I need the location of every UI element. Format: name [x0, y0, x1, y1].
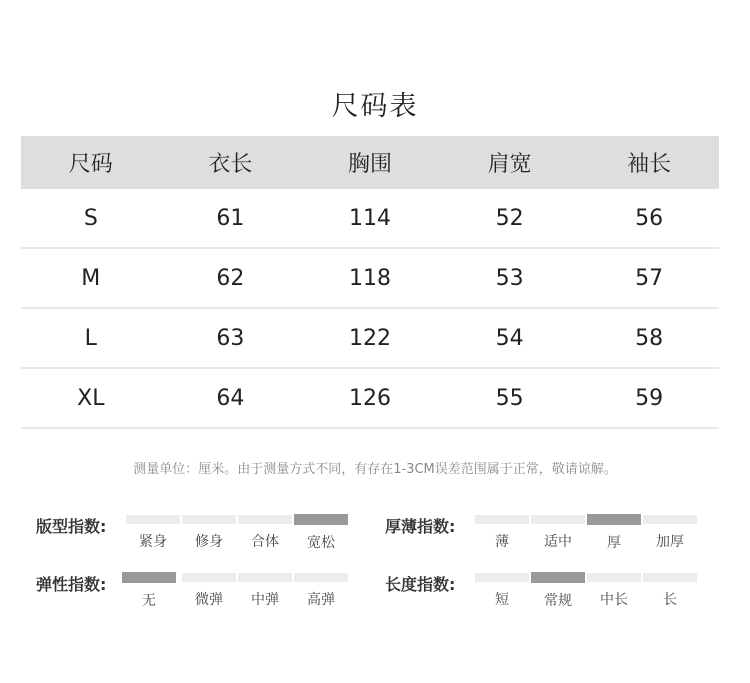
fit-option-label: 紧身 — [139, 534, 167, 550]
thickness-index-label: 厚薄指数: — [385, 517, 456, 536]
length-option — [475, 573, 529, 609]
cell-length: 63 — [216, 325, 245, 351]
fit-option — [294, 515, 348, 552]
cell-shoulder: 52 — [495, 205, 524, 231]
thickness-option-bar — [475, 515, 529, 524]
elasticity-option-bar — [182, 573, 236, 582]
length-index-label: 长度指数: — [385, 575, 456, 594]
length-option-bar — [587, 573, 641, 582]
size-table — [21, 136, 719, 429]
fit-option-bar — [126, 515, 180, 524]
cell-shoulder: 55 — [495, 385, 524, 411]
elasticity-option-bar — [238, 573, 292, 582]
table-row — [21, 189, 719, 249]
elasticity-option-label: 中弹 — [251, 592, 279, 608]
elasticity-option — [182, 573, 236, 609]
length-option — [531, 573, 585, 610]
thickness-option-label: 厚 — [607, 535, 621, 551]
fit-option-label: 合体 — [251, 534, 279, 550]
thickness-option — [531, 515, 585, 551]
header-shoulder: 肩宽 — [487, 152, 532, 177]
length-option-label: 常规 — [544, 593, 572, 609]
fit-index-label: 版型指数: — [36, 517, 107, 536]
cell-shoulder: 54 — [495, 325, 524, 351]
table-row — [21, 369, 719, 429]
header-size: 尺码 — [68, 152, 113, 177]
elasticity-option-label: 微弹 — [195, 592, 223, 608]
cell-size: XL — [77, 385, 105, 411]
cell-length: 61 — [216, 205, 245, 231]
fit-option — [126, 515, 180, 551]
header-length: 衣长 — [208, 152, 253, 177]
fit-option — [238, 515, 292, 551]
cell-size: S — [83, 205, 98, 231]
header-chest: 胸围 — [347, 152, 392, 177]
thickness-option — [587, 515, 641, 552]
length-option — [643, 573, 697, 609]
thickness-option-bar — [643, 515, 697, 524]
table-row — [21, 249, 719, 309]
cell-sleeve: 56 — [635, 205, 664, 231]
elasticity-option-label: 无 — [142, 593, 156, 609]
cell-size: L — [84, 325, 97, 351]
fit-option-label: 宽松 — [307, 535, 335, 551]
fit-option-bar — [182, 515, 236, 524]
elasticity-option-bar — [294, 573, 348, 582]
fit-option — [182, 515, 236, 551]
elasticity-option — [238, 573, 292, 609]
fit-option-bar — [238, 515, 292, 524]
measurement-note: 测量单位：厘米。由于测量方式不同，有存在1-3CM误差范围属于正常，敬请谅解。 — [133, 462, 617, 477]
table-header — [21, 136, 719, 189]
cell-size: M — [81, 265, 101, 291]
cell-chest: 122 — [348, 325, 391, 351]
thickness-option — [475, 515, 529, 551]
page-title: 尺码表 — [331, 91, 419, 122]
cell-chest: 118 — [348, 265, 391, 291]
cell-sleeve: 59 — [635, 385, 664, 411]
elasticity-option — [122, 573, 176, 610]
header-sleeve: 袖长 — [627, 152, 672, 177]
elasticity-option-bar — [122, 572, 176, 583]
cell-length: 64 — [216, 385, 245, 411]
length-option-label: 中长 — [600, 592, 628, 608]
cell-shoulder: 53 — [495, 265, 524, 291]
length-option — [587, 573, 641, 609]
elasticity-index-label: 弹性指数: — [36, 575, 107, 594]
thickness-option-bar — [587, 514, 641, 525]
cell-sleeve: 57 — [635, 265, 664, 291]
elasticity-option-label: 高弹 — [307, 592, 335, 608]
cell-length: 62 — [216, 265, 245, 291]
length-option-bar — [475, 573, 529, 582]
cell-chest: 126 — [348, 385, 391, 411]
fit-option-bar — [294, 514, 348, 525]
table-row — [21, 309, 719, 369]
thickness-option-label: 加厚 — [656, 534, 684, 550]
thickness-option — [643, 515, 697, 551]
length-option-bar — [531, 572, 585, 583]
thickness-option-bar — [531, 515, 585, 524]
fit-option-label: 修身 — [195, 534, 223, 550]
cell-chest: 114 — [348, 205, 391, 231]
length-option-bar — [643, 573, 697, 582]
thickness-option-label: 薄 — [495, 534, 509, 550]
cell-sleeve: 58 — [635, 325, 664, 351]
elasticity-option — [294, 573, 348, 609]
length-option-label: 短 — [495, 592, 509, 608]
thickness-option-label: 适中 — [544, 534, 572, 550]
length-option-label: 长 — [663, 592, 677, 608]
